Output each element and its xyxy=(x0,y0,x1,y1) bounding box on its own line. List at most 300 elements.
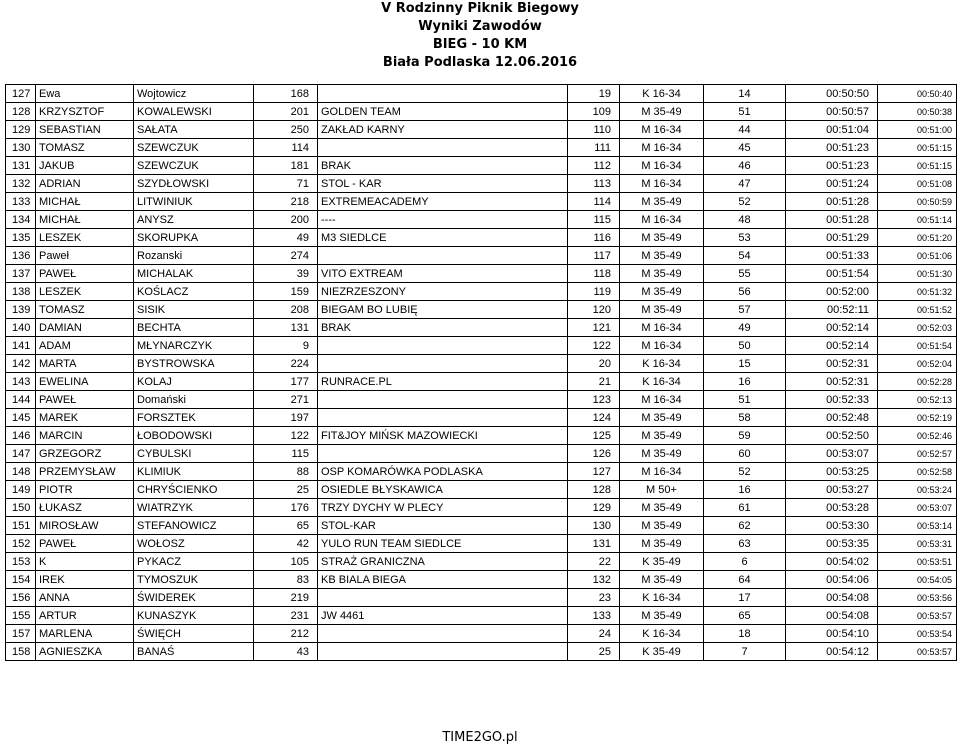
category-place-cell: 46 xyxy=(704,157,786,175)
club-cell: ZAKŁAD KARNY xyxy=(318,121,568,139)
bib-cell: 218 xyxy=(254,193,318,211)
club-cell: BRAK xyxy=(318,157,568,175)
last-name-cell: CHRYŚCIENKO xyxy=(134,481,254,499)
category-cell: K 16-34 xyxy=(620,589,704,607)
last-name-cell: BYSTROWSKA xyxy=(134,355,254,373)
table-row xyxy=(6,157,957,175)
category-cell: M 16-34 xyxy=(620,211,704,229)
first-name-cell: MARCIN xyxy=(36,427,134,445)
place-cell: 139 xyxy=(6,301,36,319)
table-row xyxy=(6,643,957,661)
category-place-cell: 16 xyxy=(704,373,786,391)
place-cell: 154 xyxy=(6,571,36,589)
table-row xyxy=(6,337,957,355)
club-cell: JW 4461 xyxy=(318,607,568,625)
bib-cell: 219 xyxy=(254,589,318,607)
table-row xyxy=(6,175,957,193)
gender-place-cell: 22 xyxy=(568,553,620,571)
category-place-cell: 62 xyxy=(704,517,786,535)
category-cell: M 16-34 xyxy=(620,157,704,175)
net-time-cell: 00:52:57 xyxy=(878,445,957,463)
bib-cell: 197 xyxy=(254,409,318,427)
club-cell: ---- xyxy=(318,211,568,229)
table-row xyxy=(6,481,957,499)
time-cell: 00:52:31 xyxy=(786,373,878,391)
last-name-cell: SZEWCZUK xyxy=(134,157,254,175)
bib-cell: 105 xyxy=(254,553,318,571)
first-name-cell: KRZYSZTOF xyxy=(36,103,134,121)
club-cell xyxy=(318,625,568,643)
category-place-cell: 14 xyxy=(704,85,786,103)
category-place-cell: 52 xyxy=(704,193,786,211)
time-cell: 00:51:28 xyxy=(786,211,878,229)
bib-cell: 122 xyxy=(254,427,318,445)
category-place-cell: 52 xyxy=(704,463,786,481)
club-cell xyxy=(318,139,568,157)
category-cell: M 16-34 xyxy=(620,337,704,355)
time-cell: 00:52:14 xyxy=(786,319,878,337)
time-cell: 00:53:28 xyxy=(786,499,878,517)
club-cell: STOL - KAR xyxy=(318,175,568,193)
place-cell: 127 xyxy=(6,85,36,103)
net-time-cell: 00:52:58 xyxy=(878,463,957,481)
table-row xyxy=(6,607,957,625)
first-name-cell: ADAM xyxy=(36,337,134,355)
club-cell xyxy=(318,391,568,409)
place-cell: 129 xyxy=(6,121,36,139)
club-cell xyxy=(318,643,568,661)
time-cell: 00:51:33 xyxy=(786,247,878,265)
category-cell: K 16-34 xyxy=(620,373,704,391)
bib-cell: 176 xyxy=(254,499,318,517)
gender-place-cell: 126 xyxy=(568,445,620,463)
first-name-cell: ŁUKASZ xyxy=(36,499,134,517)
club-cell: KB BIALA BIEGA xyxy=(318,571,568,589)
club-cell: BIEGAM BO LUBIĘ xyxy=(318,301,568,319)
bib-cell: 88 xyxy=(254,463,318,481)
gender-place-cell: 118 xyxy=(568,265,620,283)
bib-cell: 159 xyxy=(254,283,318,301)
place-cell: 141 xyxy=(6,337,36,355)
last-name-cell: SZYDŁOWSKI xyxy=(134,175,254,193)
last-name-cell: KOLAJ xyxy=(134,373,254,391)
gender-place-cell: 129 xyxy=(568,499,620,517)
category-cell: M 35-49 xyxy=(620,607,704,625)
category-place-cell: 47 xyxy=(704,175,786,193)
time-cell: 00:53:27 xyxy=(786,481,878,499)
category-cell: M 16-34 xyxy=(620,463,704,481)
first-name-cell: K xyxy=(36,553,134,571)
net-time-cell: 00:53:57 xyxy=(878,643,957,661)
gender-place-cell: 128 xyxy=(568,481,620,499)
category-cell: M 16-34 xyxy=(620,139,704,157)
bib-cell: 42 xyxy=(254,535,318,553)
bib-cell: 271 xyxy=(254,391,318,409)
first-name-cell: DAMIAN xyxy=(36,319,134,337)
category-place-cell: 55 xyxy=(704,265,786,283)
category-cell: M 16-34 xyxy=(620,175,704,193)
net-time-cell: 00:53:07 xyxy=(878,499,957,517)
last-name-cell: Domański xyxy=(134,391,254,409)
last-name-cell: KLIMIUK xyxy=(134,463,254,481)
table-row xyxy=(6,625,957,643)
bib-cell: 43 xyxy=(254,643,318,661)
net-time-cell: 00:52:46 xyxy=(878,427,957,445)
last-name-cell: SAŁATA xyxy=(134,121,254,139)
table-row xyxy=(6,571,957,589)
event-title: V Rodzinny Piknik Biegowy xyxy=(381,1,579,16)
table-row xyxy=(6,553,957,571)
net-time-cell: 00:51:06 xyxy=(878,247,957,265)
place-cell: 150 xyxy=(6,499,36,517)
net-time-cell: 00:50:40 xyxy=(878,85,957,103)
net-time-cell: 00:54:05 xyxy=(878,571,957,589)
time-cell: 00:52:33 xyxy=(786,391,878,409)
time-cell: 00:51:23 xyxy=(786,157,878,175)
category-cell: K 35-49 xyxy=(620,553,704,571)
category-place-cell: 18 xyxy=(704,625,786,643)
category-cell: M 35-49 xyxy=(620,103,704,121)
time-cell: 00:50:57 xyxy=(786,103,878,121)
net-time-cell: 00:53:14 xyxy=(878,517,957,535)
bib-cell: 131 xyxy=(254,319,318,337)
first-name-cell: TOMASZ xyxy=(36,301,134,319)
last-name-cell: FORSZTEK xyxy=(134,409,254,427)
last-name-cell: SZEWCZUK xyxy=(134,139,254,157)
table-row xyxy=(6,265,957,283)
net-time-cell: 00:51:54 xyxy=(878,337,957,355)
category-place-cell: 48 xyxy=(704,211,786,229)
net-time-cell: 00:51:20 xyxy=(878,229,957,247)
last-name-cell: STEFANOWICZ xyxy=(134,517,254,535)
club-cell xyxy=(318,445,568,463)
net-time-cell: 00:51:08 xyxy=(878,175,957,193)
gender-place-cell: 130 xyxy=(568,517,620,535)
net-time-cell: 00:50:38 xyxy=(878,103,957,121)
place-cell: 137 xyxy=(6,265,36,283)
club-cell xyxy=(318,589,568,607)
place-cell: 130 xyxy=(6,139,36,157)
gender-place-cell: 24 xyxy=(568,625,620,643)
gender-place-cell: 122 xyxy=(568,337,620,355)
club-cell: STRAŻ GRANICZNA xyxy=(318,553,568,571)
time-cell: 00:52:48 xyxy=(786,409,878,427)
bib-cell: 231 xyxy=(254,607,318,625)
net-time-cell: 00:51:14 xyxy=(878,211,957,229)
last-name-cell: ŚWIĘCH xyxy=(134,625,254,643)
last-name-cell: MŁYNARCZYK xyxy=(134,337,254,355)
bib-cell: 115 xyxy=(254,445,318,463)
table-row xyxy=(6,463,957,481)
table-row xyxy=(6,499,957,517)
time-cell: 00:53:30 xyxy=(786,517,878,535)
time-cell: 00:52:50 xyxy=(786,427,878,445)
time-cell: 00:51:04 xyxy=(786,121,878,139)
first-name-cell: MAREK xyxy=(36,409,134,427)
first-name-cell: MICHAŁ xyxy=(36,211,134,229)
place-cell: 151 xyxy=(6,517,36,535)
last-name-cell: BANAŚ xyxy=(134,643,254,661)
category-cell: K 16-34 xyxy=(620,355,704,373)
category-cell: M 35-49 xyxy=(620,247,704,265)
category-cell: M 35-49 xyxy=(620,499,704,517)
net-time-cell: 00:53:31 xyxy=(878,535,957,553)
first-name-cell: SEBASTIAN xyxy=(36,121,134,139)
place-cell: 156 xyxy=(6,589,36,607)
first-name-cell: PAWEŁ xyxy=(36,391,134,409)
last-name-cell: KUNASZYK xyxy=(134,607,254,625)
gender-place-cell: 116 xyxy=(568,229,620,247)
last-name-cell: ŁOBODOWSKI xyxy=(134,427,254,445)
net-time-cell: 00:51:30 xyxy=(878,265,957,283)
club-cell: RUNRACE.PL xyxy=(318,373,568,391)
bib-cell: 201 xyxy=(254,103,318,121)
gender-place-cell: 21 xyxy=(568,373,620,391)
first-name-cell: LESZEK xyxy=(36,229,134,247)
club-cell: NIEZRZESZONY xyxy=(318,283,568,301)
bib-cell: 168 xyxy=(254,85,318,103)
last-name-cell: KOŚLACZ xyxy=(134,283,254,301)
first-name-cell: PAWEŁ xyxy=(36,535,134,553)
time-cell: 00:50:50 xyxy=(786,85,878,103)
club-cell: VITO EXTREAM xyxy=(318,265,568,283)
place-cell: 128 xyxy=(6,103,36,121)
last-name-cell: WOŁOSZ xyxy=(134,535,254,553)
place-cell: 155 xyxy=(6,607,36,625)
net-time-cell: 00:52:19 xyxy=(878,409,957,427)
net-time-cell: 00:51:15 xyxy=(878,139,957,157)
time-cell: 00:51:28 xyxy=(786,193,878,211)
first-name-cell: MICHAŁ xyxy=(36,193,134,211)
time-cell: 00:53:25 xyxy=(786,463,878,481)
net-time-cell: 00:51:52 xyxy=(878,301,957,319)
gender-place-cell: 112 xyxy=(568,157,620,175)
place-cell: 152 xyxy=(6,535,36,553)
net-time-cell: 00:51:32 xyxy=(878,283,957,301)
category-cell: M 35-49 xyxy=(620,193,704,211)
club-cell xyxy=(318,247,568,265)
place-cell: 146 xyxy=(6,427,36,445)
last-name-cell: LITWINIUK xyxy=(134,193,254,211)
category-place-cell: 60 xyxy=(704,445,786,463)
table-row xyxy=(6,589,957,607)
time-cell: 00:54:08 xyxy=(786,589,878,607)
place-cell: 157 xyxy=(6,625,36,643)
category-place-cell: 53 xyxy=(704,229,786,247)
place-cell: 133 xyxy=(6,193,36,211)
first-name-cell: Ewa xyxy=(36,85,134,103)
category-place-cell: 6 xyxy=(704,553,786,571)
club-cell: GOLDEN TEAM xyxy=(318,103,568,121)
table-row xyxy=(6,103,957,121)
last-name-cell: TYMOSZUK xyxy=(134,571,254,589)
club-cell xyxy=(318,355,568,373)
first-name-cell: PAWEŁ xyxy=(36,265,134,283)
first-name-cell: MIROSŁAW xyxy=(36,517,134,535)
club-cell: TRZY DYCHY W PLECY xyxy=(318,499,568,517)
gender-place-cell: 117 xyxy=(568,247,620,265)
category-place-cell: 61 xyxy=(704,499,786,517)
last-name-cell: MICHALAK xyxy=(134,265,254,283)
table-row xyxy=(6,193,957,211)
club-cell: OSP KOMARÓWKA PODLASKA xyxy=(318,463,568,481)
category-place-cell: 51 xyxy=(704,103,786,121)
gender-place-cell: 113 xyxy=(568,175,620,193)
place-cell: 134 xyxy=(6,211,36,229)
net-time-cell: 00:51:00 xyxy=(878,121,957,139)
table-row xyxy=(6,283,957,301)
net-time-cell: 00:53:24 xyxy=(878,481,957,499)
club-cell: OSIEDLE BŁYSKAWICA xyxy=(318,481,568,499)
gender-place-cell: 110 xyxy=(568,121,620,139)
bib-cell: 177 xyxy=(254,373,318,391)
bib-cell: 9 xyxy=(254,337,318,355)
net-time-cell: 00:53:54 xyxy=(878,625,957,643)
place-cell: 143 xyxy=(6,373,36,391)
net-time-cell: 00:52:28 xyxy=(878,373,957,391)
gender-place-cell: 23 xyxy=(568,589,620,607)
table-row xyxy=(6,301,957,319)
first-name-cell: PRZEMYSŁAW xyxy=(36,463,134,481)
last-name-cell: Rozanski xyxy=(134,247,254,265)
club-cell: EXTREMEACADEMY xyxy=(318,193,568,211)
category-place-cell: 15 xyxy=(704,355,786,373)
table-row xyxy=(6,373,957,391)
time-cell: 00:51:54 xyxy=(786,265,878,283)
gender-place-cell: 123 xyxy=(568,391,620,409)
net-time-cell: 00:52:13 xyxy=(878,391,957,409)
gender-place-cell: 124 xyxy=(568,409,620,427)
table-row xyxy=(6,517,957,535)
club-cell: FIT&JOY MIŃSK MAZOWIECKI xyxy=(318,427,568,445)
table-row xyxy=(6,247,957,265)
time-cell: 00:52:31 xyxy=(786,355,878,373)
category-cell: M 35-49 xyxy=(620,517,704,535)
table-row xyxy=(6,355,957,373)
category-cell: M 35-49 xyxy=(620,445,704,463)
first-name-cell: Paweł xyxy=(36,247,134,265)
category-place-cell: 65 xyxy=(704,607,786,625)
footer-brand: TIME2GO.pl xyxy=(442,730,518,745)
category-cell: M 16-34 xyxy=(620,121,704,139)
category-cell: K 16-34 xyxy=(620,85,704,103)
first-name-cell: MARTA xyxy=(36,355,134,373)
results-table xyxy=(5,84,957,661)
last-name-cell: SKORUPKA xyxy=(134,229,254,247)
table-row xyxy=(6,139,957,157)
race-location-date: Biała Podlaska 12.06.2016 xyxy=(382,55,578,70)
place-cell: 138 xyxy=(6,283,36,301)
gender-place-cell: 25 xyxy=(568,643,620,661)
time-cell: 00:54:12 xyxy=(786,643,878,661)
bib-cell: 114 xyxy=(254,139,318,157)
first-name-cell: GRZEGORZ xyxy=(36,445,134,463)
net-time-cell: 00:53:57 xyxy=(878,607,957,625)
last-name-cell: CYBULSKI xyxy=(134,445,254,463)
last-name-cell: WIATRZYK xyxy=(134,499,254,517)
category-cell: M 50+ xyxy=(620,481,704,499)
place-cell: 142 xyxy=(6,355,36,373)
last-name-cell: BECHTA xyxy=(134,319,254,337)
category-place-cell: 49 xyxy=(704,319,786,337)
table-row xyxy=(6,319,957,337)
place-cell: 135 xyxy=(6,229,36,247)
club-cell xyxy=(318,85,568,103)
bib-cell: 39 xyxy=(254,265,318,283)
last-name-cell: PYKACZ xyxy=(134,553,254,571)
bib-cell: 274 xyxy=(254,247,318,265)
bib-cell: 65 xyxy=(254,517,318,535)
category-cell: M 16-34 xyxy=(620,391,704,409)
table-row xyxy=(6,121,957,139)
category-cell: K 35-49 xyxy=(620,643,704,661)
club-cell: STOL-KAR xyxy=(318,517,568,535)
bib-cell: 250 xyxy=(254,121,318,139)
table-row xyxy=(6,409,957,427)
first-name-cell: MARLENA xyxy=(36,625,134,643)
category-cell: M 35-49 xyxy=(620,409,704,427)
category-place-cell: 64 xyxy=(704,571,786,589)
table-row xyxy=(6,535,957,553)
table-row xyxy=(6,211,957,229)
category-place-cell: 58 xyxy=(704,409,786,427)
time-cell: 00:54:08 xyxy=(786,607,878,625)
table-row xyxy=(6,427,957,445)
category-place-cell: 57 xyxy=(704,301,786,319)
place-cell: 145 xyxy=(6,409,36,427)
net-time-cell: 00:52:03 xyxy=(878,319,957,337)
table-row xyxy=(6,85,957,103)
first-name-cell: TOMASZ xyxy=(36,139,134,157)
category-place-cell: 63 xyxy=(704,535,786,553)
first-name-cell: JAKUB xyxy=(36,157,134,175)
table-row xyxy=(6,391,957,409)
place-cell: 148 xyxy=(6,463,36,481)
place-cell: 136 xyxy=(6,247,36,265)
first-name-cell: PIOTR xyxy=(36,481,134,499)
results-heading: Wyniki Zawodów xyxy=(418,19,542,34)
club-cell: YULO RUN TEAM SIEDLCE xyxy=(318,535,568,553)
bib-cell: 181 xyxy=(254,157,318,175)
gender-place-cell: 119 xyxy=(568,283,620,301)
last-name-cell: KOWALEWSKI xyxy=(134,103,254,121)
category-cell: M 35-49 xyxy=(620,301,704,319)
place-cell: 147 xyxy=(6,445,36,463)
first-name-cell: ADRIAN xyxy=(36,175,134,193)
gender-place-cell: 121 xyxy=(568,319,620,337)
category-place-cell: 59 xyxy=(704,427,786,445)
net-time-cell: 00:50:59 xyxy=(878,193,957,211)
category-place-cell: 56 xyxy=(704,283,786,301)
gender-place-cell: 109 xyxy=(568,103,620,121)
category-cell: M 35-49 xyxy=(620,427,704,445)
category-place-cell: 17 xyxy=(704,589,786,607)
gender-place-cell: 111 xyxy=(568,139,620,157)
category-cell: M 35-49 xyxy=(620,229,704,247)
place-cell: 132 xyxy=(6,175,36,193)
net-time-cell: 00:53:56 xyxy=(878,589,957,607)
category-cell: K 16-34 xyxy=(620,625,704,643)
bib-cell: 212 xyxy=(254,625,318,643)
first-name-cell: ARTUR xyxy=(36,607,134,625)
gender-place-cell: 120 xyxy=(568,301,620,319)
net-time-cell: 00:51:15 xyxy=(878,157,957,175)
category-cell: M 35-49 xyxy=(620,571,704,589)
gender-place-cell: 19 xyxy=(568,85,620,103)
category-place-cell: 51 xyxy=(704,391,786,409)
place-cell: 144 xyxy=(6,391,36,409)
gender-place-cell: 127 xyxy=(568,463,620,481)
